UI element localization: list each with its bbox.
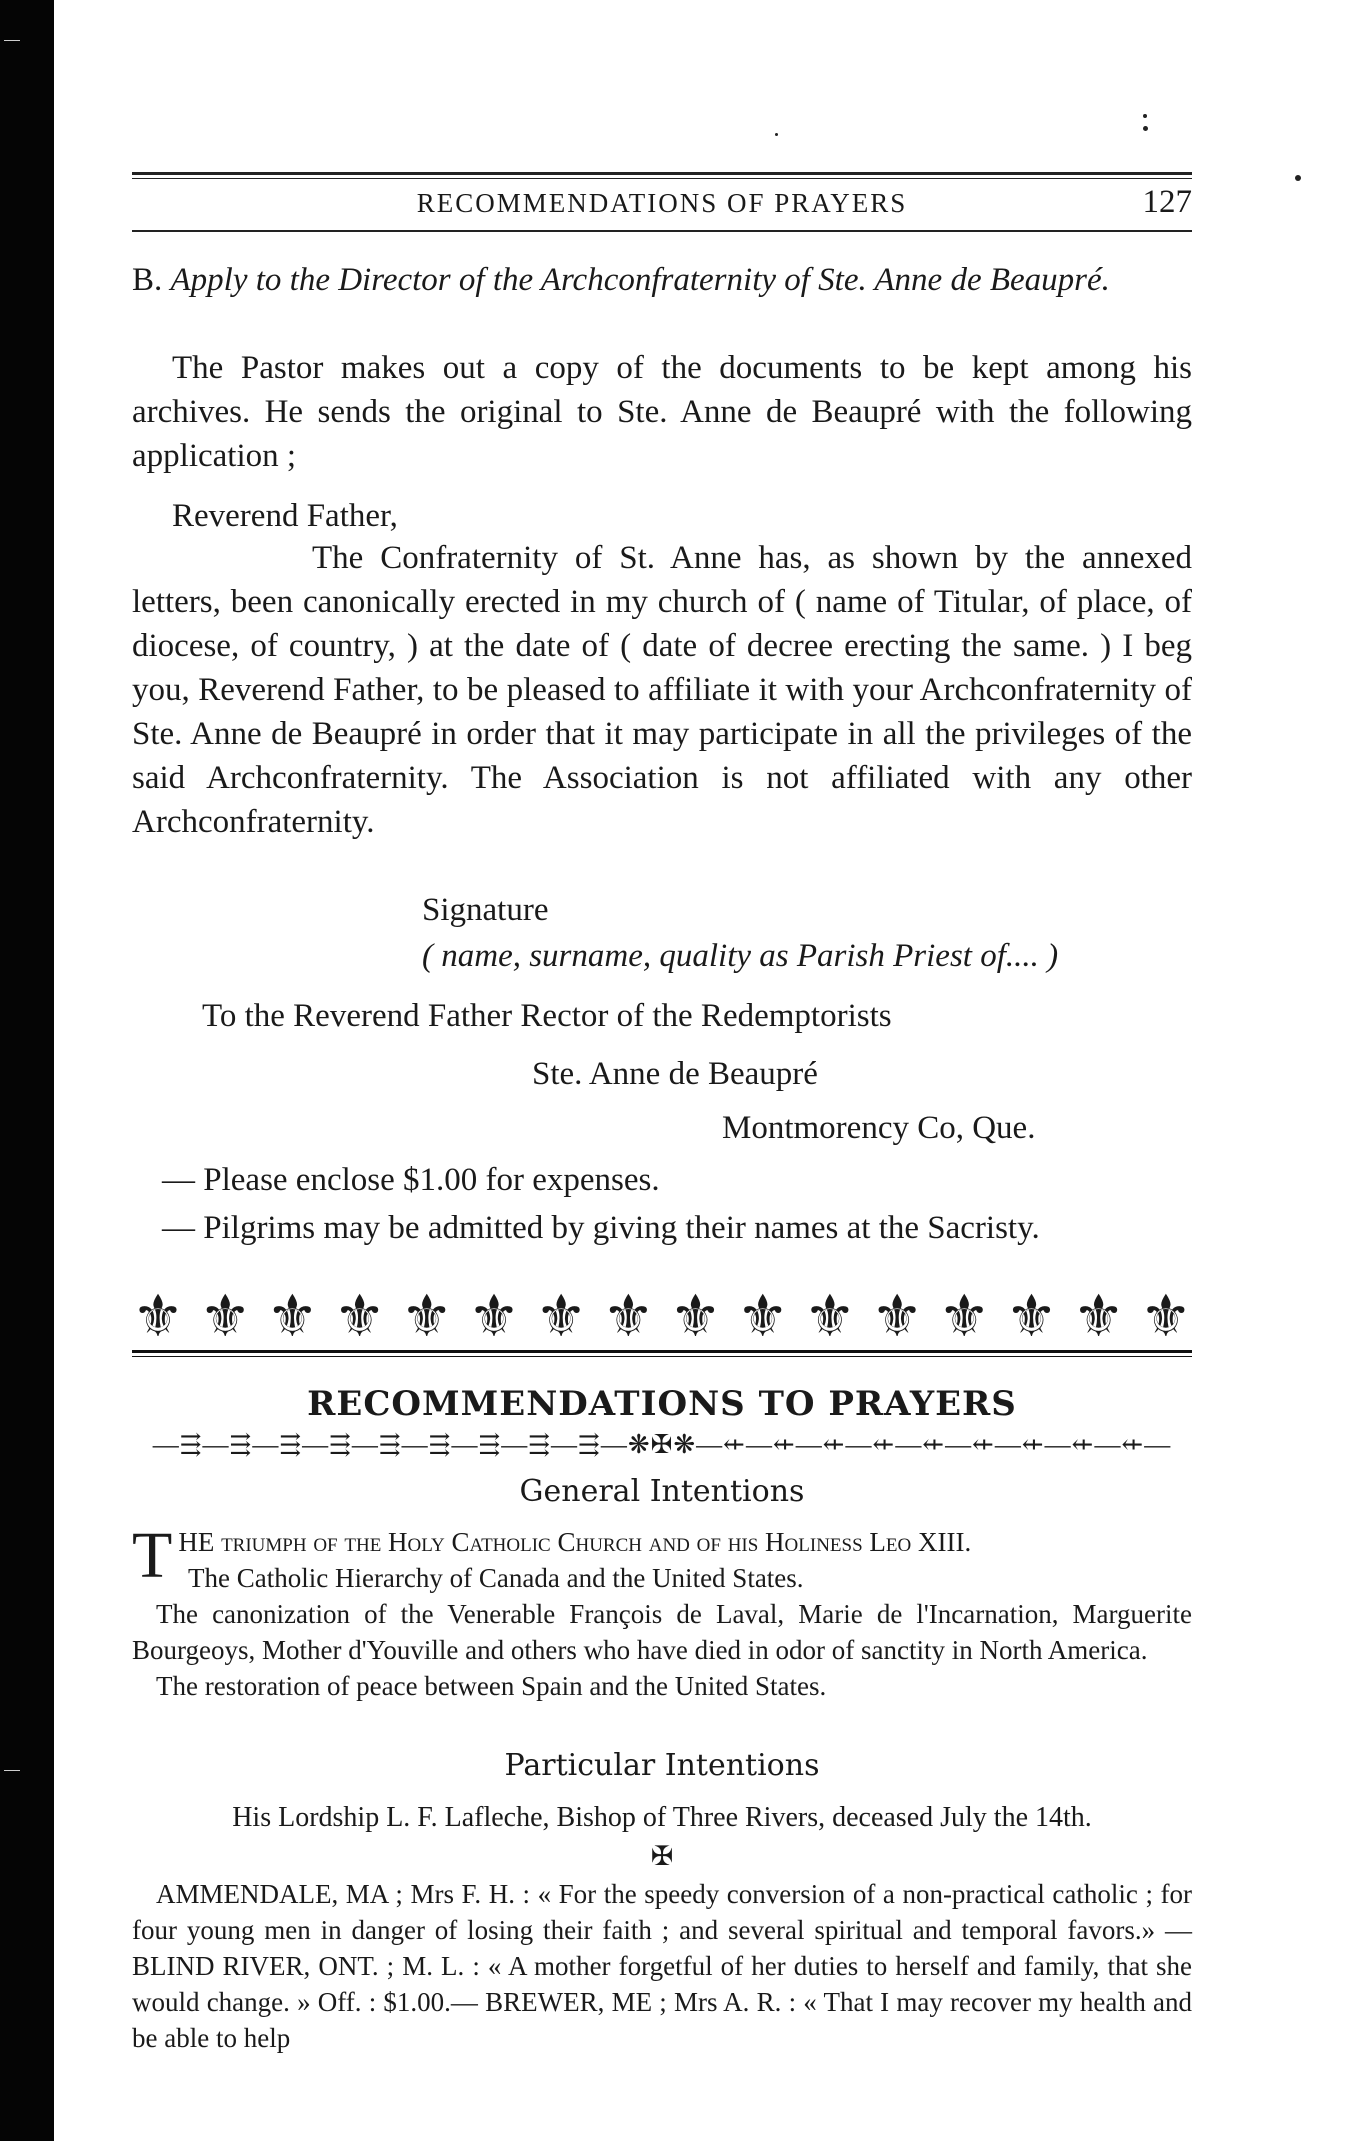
instruction-b (132, 258, 1192, 302)
fleur-de-lis-icon: ⚜ (669, 1284, 722, 1349)
general-intention-item: T HE triumph of the Holy Catholic Church and of his Holiness Leo XIII. (132, 1519, 972, 1592)
fleur-de-lis-icon: ⚜ (1005, 1284, 1058, 1349)
signature-detail: ( name, surname, quality as Parish Priest of.... ) (422, 938, 1059, 974)
fleur-de-lis-icon: ⚜ (535, 1284, 588, 1349)
address-line-2: Ste. Anne de Beaupré (532, 1056, 818, 1092)
pastor-paragraph: The Pastor makes out a copy of the documents to be kept among his archives. He sends the original to Ste. Anne de Beaupré with the following application ; (132, 350, 1192, 474)
fleuron-rule (132, 1350, 1192, 1353)
general-intention-item: The Catholic Hierarchy of Canada and the United States. (188, 1563, 804, 1593)
general-intentions-list (132, 1519, 1192, 1704)
ink-speck (1143, 126, 1148, 131)
header-rule (132, 230, 1192, 232)
general-intentions-heading: General Intentions (519, 1474, 805, 1509)
header-rule (132, 178, 1192, 179)
edge-scratch (4, 40, 20, 41)
instruction-letter: B. (132, 262, 163, 298)
cross-separator-icon: ✠ (650, 1841, 674, 1871)
running-head-title: RECOMMENDATIONS OF PRAYERS (416, 188, 908, 218)
ornamental-divider: —⇶—⇶—⇶—⇶—⇶—⇶—⇶—⇶—⇶—❋✠❋—⇷—⇷—⇷—⇷—⇷—⇷—⇷—⇷—⇷— (152, 1430, 1172, 1459)
ink-speck (1295, 175, 1301, 181)
application-letter-body: The Confraternity of St. Anne has, as shown by the annexed letters, been canonically erected in my church of ( name of Titular, of place, of diocese, of country, ) at the date of ( date of decree erecting the same. ) I beg you, Reverend Father, to be pleased to affiliate it with your Archconfraternity of Ste. Anne de Beaupré in order that it may participate in all the privileges of the said Archconfraternity. The Association is not affiliated with any other Archconfraternity. (132, 540, 1192, 840)
section-title: RECOMMENDATIONS TO PRAYERS (307, 1384, 1017, 1424)
ink-speck (1143, 114, 1147, 118)
fleuron-border (132, 1284, 1192, 1349)
particular-intentions-entries: AMMENDALE, MA ; Mrs F. H. : « For the speedy conversion of a non-practical catholic ; for four young men in danger of losing their faith ; and several spiritual and temporal favors.» — BLIND RIVER, ONT. ; M. L. : « A mother forgetful of her duties to herself and family, that she would change. » Off. : $1.00.— BREWER, ME ; Mrs A. R. : « That I may recover my health and be able to help (132, 1879, 1192, 2053)
edge-scratch (4, 1770, 20, 1771)
fleur-de-lis-icon: ⚜ (871, 1284, 924, 1349)
fleur-de-lis-icon: ⚜ (803, 1284, 856, 1349)
header-rule (132, 172, 1192, 175)
fleur-de-lis-icon: ⚜ (1072, 1284, 1125, 1349)
fleuron-rule (132, 1356, 1192, 1357)
general-intention-item: The restoration of peace between Spain and the United States. (156, 1671, 827, 1701)
fleur-de-lis-icon: ⚜ (400, 1284, 453, 1349)
fleur-de-lis-icon: ⚜ (602, 1284, 655, 1349)
drop-cap: T (132, 1519, 173, 1592)
fleur-de-lis-icon: ⚜ (266, 1284, 319, 1349)
fleur-de-lis-icon: ⚜ (333, 1284, 386, 1349)
particular-intentions-heading: Particular Intentions (504, 1748, 820, 1783)
page-number: 127 (1142, 184, 1192, 220)
note-expenses: — Please enclose $1.00 for expenses. (162, 1162, 660, 1198)
running-head (132, 184, 1192, 224)
particular-intentions-lead: His Lordship L. F. Lafleche, Bishop of Three Rivers, deceased July the 14th. (232, 1802, 1092, 1833)
fleur-de-lis-icon: ⚜ (938, 1284, 991, 1349)
fleur-de-lis-icon: ⚜ (467, 1284, 520, 1349)
salutation: Reverend Father, (172, 498, 398, 534)
fleur-de-lis-icon: ⚜ (199, 1284, 252, 1349)
page-edge-shadow (0, 0, 54, 2141)
instruction-text: Apply to the Director of the Archconfraternity of Ste. Anne de Beaupré. (170, 262, 1110, 298)
address-line-1: To the Reverend Father Rector of the Redemptorists (202, 998, 892, 1034)
fleur-de-lis-icon: ⚜ (1139, 1284, 1192, 1349)
fleur-de-lis-icon: ⚜ (736, 1284, 789, 1349)
note-pilgrims: — Pilgrims may be admitted by giving their names at the Sacristy. (162, 1210, 1040, 1246)
fleur-de-lis-icon: ⚜ (132, 1284, 184, 1349)
general-intention-item: The canonization of the Venerable François de Laval, Marie de l'Incarnation, Marguerite Bourgeoys, Mother d'Youville and others who have died in odor of sanctity in North America. (132, 1599, 1192, 1665)
address-line-3: Montmorency Co, Que. (722, 1110, 1036, 1146)
signature-label: Signature (422, 892, 549, 928)
ink-speck (775, 133, 778, 136)
